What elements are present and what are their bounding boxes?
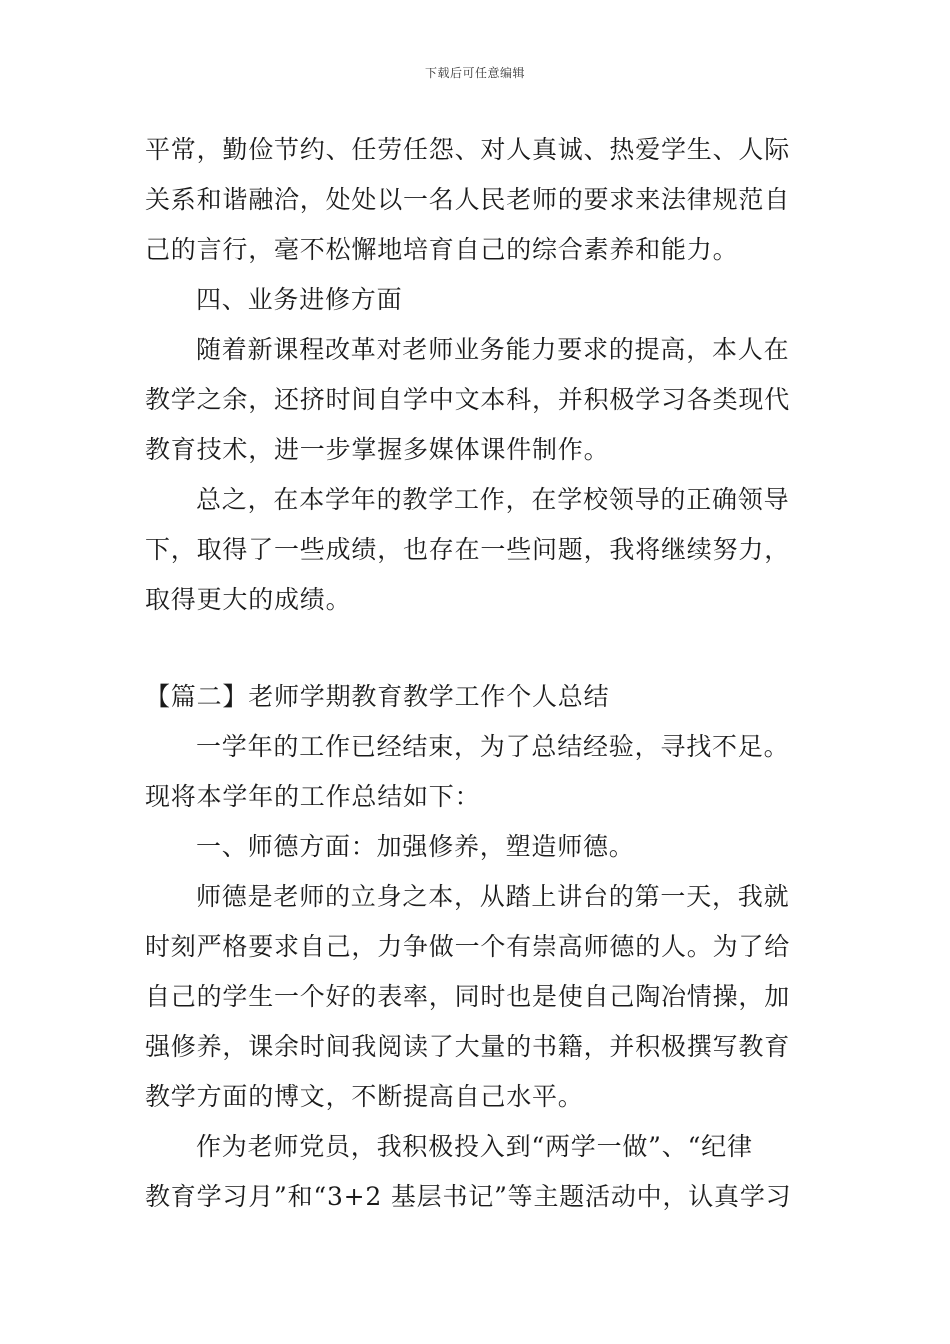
body-line: 教育技术，进一步掌握多媒体课件制作。 xyxy=(145,435,610,464)
article-title: 【篇二】老师学期教育教学工作个人总结 xyxy=(145,682,610,711)
body-line: 下，取得了一些成绩，也存在一些问题，我将继续努力， xyxy=(145,535,791,564)
body-line: 总之，在本学年的教学工作，在学校领导的正确领导 xyxy=(196,485,790,514)
body-line: 随着新课程改革对老师业务能力要求的提高，本人在 xyxy=(196,335,790,364)
section-heading: 四、业务进修方面 xyxy=(196,285,403,314)
body-line: 己的言行，毫不松懈地培育自己的综合素养和能力。 xyxy=(145,235,739,264)
body-line: 现将本学年的工作总结如下： xyxy=(145,782,481,811)
body-line: 取得更大的成绩。 xyxy=(145,585,352,614)
body-line: 师德是老师的立身之本，从踏上讲台的第一天，我就 xyxy=(196,882,790,911)
body-line: 强修养，课余时间我阅读了大量的书籍，并积极撰写教育 xyxy=(145,1032,791,1061)
body-line: 教育学习月”和“3+2 基层书记”等主题活动中，认真学习 xyxy=(145,1182,792,1211)
body-line: 平常，勤俭节约、任劳任怨、对人真诚、热爱学生、人际 xyxy=(145,135,791,164)
body-line: 教学之余，还挤时间自学中文本科，并积极学习各类现代 xyxy=(145,385,791,414)
body-line: 自己的学生一个好的表率，同时也是使自己陶冶情操，加 xyxy=(145,982,791,1011)
body-line: 教学方面的博文，不断提高自己水平。 xyxy=(145,1082,584,1111)
page-header: 下载后可任意编辑 xyxy=(424,66,525,80)
section-heading: 一、师德方面：加强修养，塑造师德。 xyxy=(196,832,635,861)
body-line: 作为老师党员，我积极投入到“两学一做”、“纪律 xyxy=(196,1132,753,1161)
body-line: 时刻严格要求自己，力争做一个有崇高师德的人。为了给 xyxy=(145,932,791,961)
body-line: 关系和谐融洽，处处以一名人民老师的要求来法律规范自 xyxy=(145,185,791,214)
body-line: 一学年的工作已经结束，为了总结经验，寻找不足。 xyxy=(196,732,790,761)
